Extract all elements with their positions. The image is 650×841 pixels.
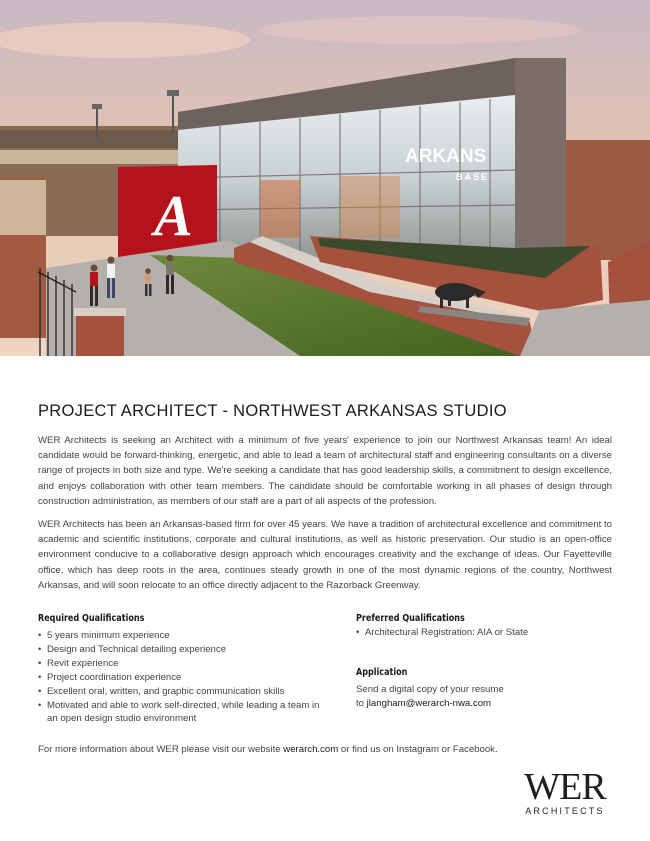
- list-item: • 5 years minimum experience: [38, 630, 170, 641]
- footer-text: [38, 744, 498, 755]
- preferred-qualifications-list: [356, 626, 616, 640]
- razorback-a-logo: A: [154, 183, 193, 248]
- application-instructions: [356, 683, 504, 711]
- hero-photo: [0, 0, 650, 356]
- logo-mark: WER: [524, 766, 606, 808]
- page-title: PROJECT ARCHITECT - NORTHWEST ARKANSAS STUDIO: [38, 402, 507, 420]
- required-qualifications-heading: Required Qualifications: [38, 613, 145, 624]
- required-qualifications-list: [38, 629, 328, 726]
- bullet-icon: •: [38, 685, 42, 697]
- list-item: • Excellent oral, written, and graphic communication skills: [38, 685, 285, 697]
- intro-paragraph: WER Architects is seeking an Architect with a minimum of five years' experience to join our Northwest Arkansas team! An ideal candidate would be forward-thinking, energetic, and able to lead a team of architectural staff and engineering consultants on a diverse range of projects in both size and type. We're seeking a candidate that has good leadership skills, a commitment to design excellence, and enjoys collaboration with other team members. The candidate should be comfortable working in all phases of design through construction administration, as members of our staff are a part of all aspects of the profession.: [38, 435, 612, 507]
- bullet-icon: •: [38, 657, 42, 669]
- bullet-icon: •: [38, 699, 42, 711]
- bullet-icon: •: [38, 630, 42, 641]
- wer-architects-logo: [517, 766, 613, 816]
- footer-before: For more information about WER please visit our website: [38, 744, 284, 755]
- application-email-link[interactable]: jlangham@werarch-nwa.com: [366, 698, 492, 709]
- application-to: to: [356, 698, 367, 709]
- website-link[interactable]: werarch.com: [283, 744, 339, 755]
- application-line: Send a digital copy of your resume: [356, 684, 504, 695]
- stadium-illustration: [0, 0, 650, 356]
- bullet-icon: •: [38, 643, 42, 655]
- list-item: • Revit experience: [38, 657, 119, 669]
- list-item: • Project coordination experience: [38, 671, 182, 683]
- company-paragraph: WER Architects has been an Arkansas-based firm for over 45 years. We have a tradition of architectural excellence and commitment to academic and scientific institutions, corporate and cultural institutions, as well as historic preservation. Our studio is an open-office environment conducive to a collaborative design approach which encourages creativity and the exchange of ideas. Our Fayetteville office, which has deep roots in the area, continues steady growth in one of the most dynamic regions of the country, Northwest Arkansas, and will soon relocate to an office directly adjacent to the Razorback Greenway.: [38, 519, 612, 591]
- logo-subtitle: ARCHITECTS: [525, 806, 605, 816]
- list-item: • Design and Technical detailing experience: [38, 643, 227, 655]
- arkansas-sign-text: ARKANS: [405, 146, 487, 167]
- application-heading: Application: [356, 667, 408, 678]
- preferred-qualifications-heading: Preferred Qualifications: [356, 613, 465, 624]
- list-item: • Architectural Registration: AIA or State: [356, 627, 529, 638]
- bullet-icon: •: [356, 627, 360, 638]
- footer-after: or find us on Instagram or Facebook.: [338, 744, 498, 755]
- list-item: • Motivated and able to work self-directed, while leading a team in an open design studio environment: [38, 699, 320, 725]
- bullet-icon: •: [38, 671, 42, 683]
- baseball-sign-text: BASE: [456, 172, 490, 182]
